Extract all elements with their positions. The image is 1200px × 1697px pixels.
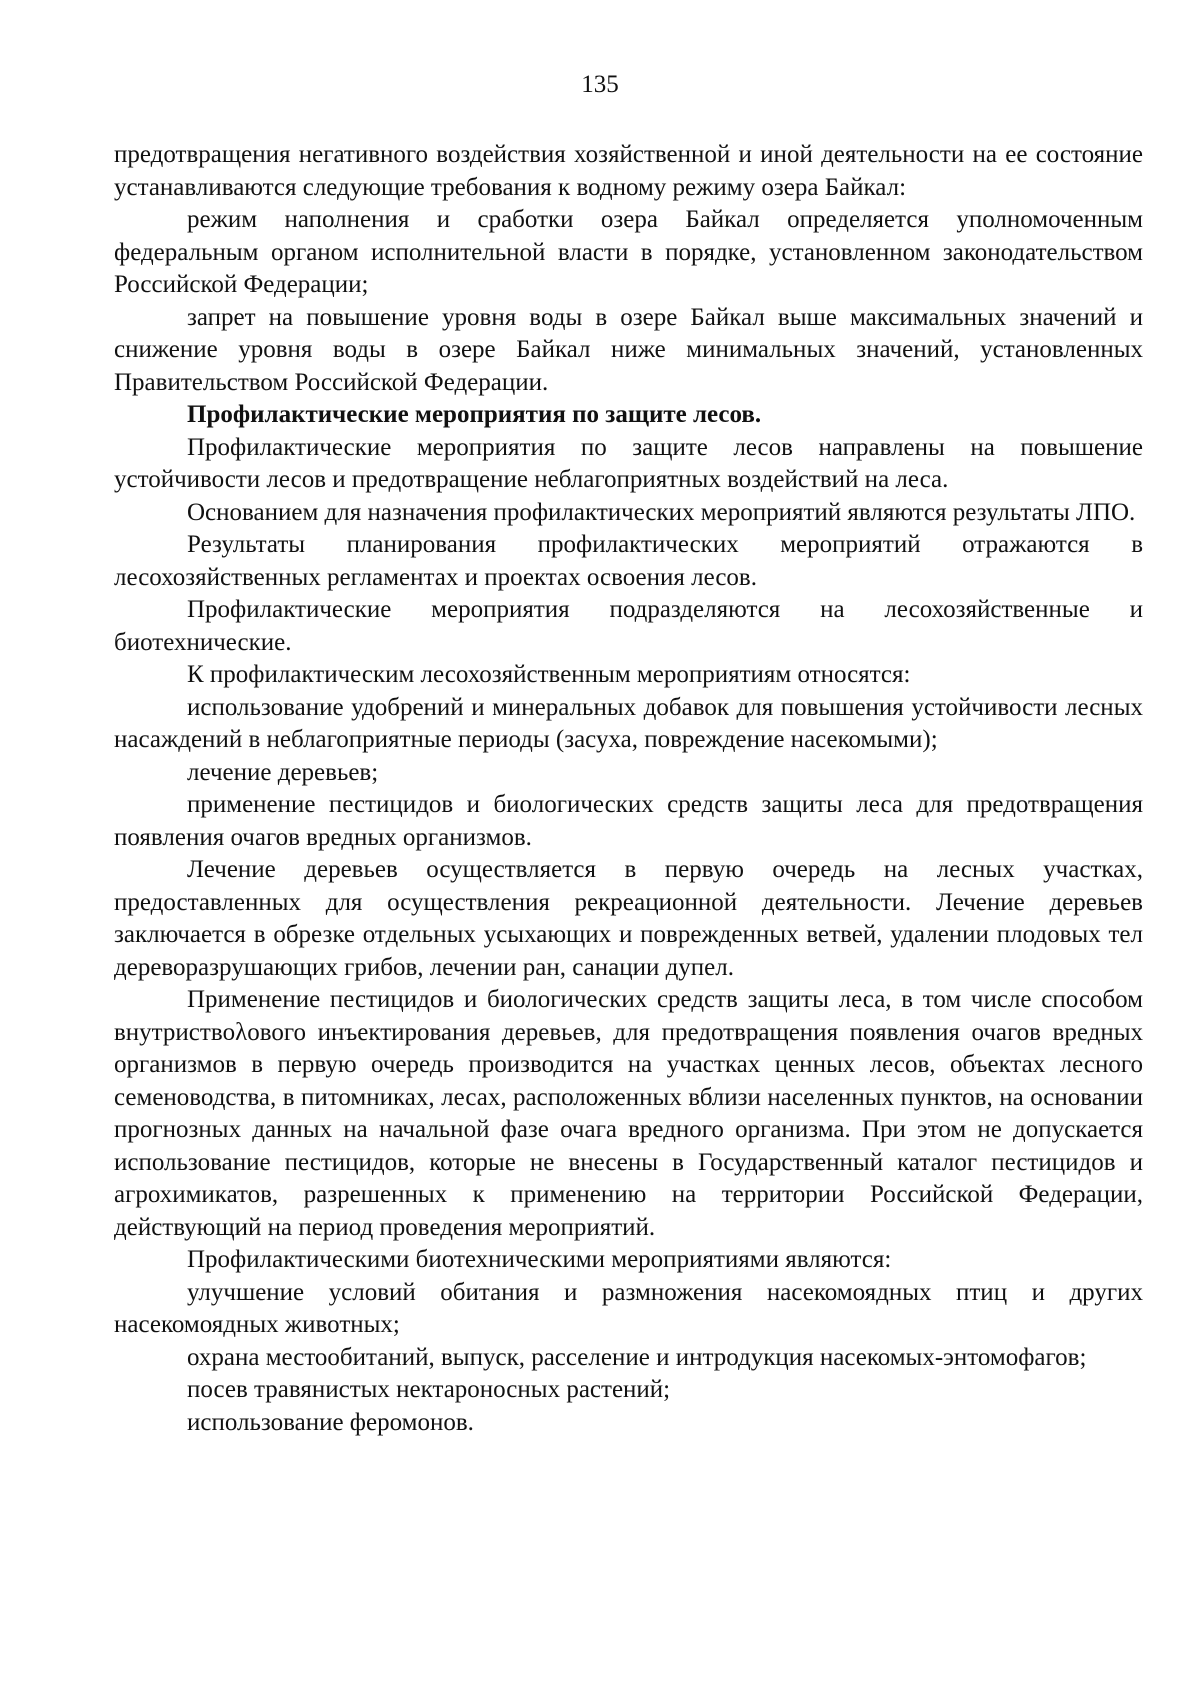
paragraph: Профилактические мероприятия по защите лесов направлены на повышение устойчивости лесов и предотвращение неблагоприятных воздействий на леса.: [114, 433, 1143, 493]
paragraph: Лечение деревьев осуществляется в первую очередь на лесных участках, предоставленных для осуществления рекреационной деятельности. Лечение деревьев заключается в обрезке отдельных усыхающих и поврежденных ветвей, удалении плодовых тел дереворазрушающих грибов, лечении ран, санации дупел.: [114, 856, 1143, 981]
section-heading: Профилактические мероприятия по защите лесов.: [187, 401, 762, 428]
list-item: использование удобрений и минеральных добавок для повышения устойчивости лесных насаждений в неблагоприятные периоды (засуха, повреждение насекомыми);: [114, 693, 1143, 753]
list-item: улучшение условий обитания и размножения насекомоядных птиц и других насекомоядных животных;: [114, 1278, 1143, 1338]
list-item: посев травянистых нектароносных растений;: [187, 1376, 671, 1403]
paragraph: запрет на повышение уровня воды в озере Байкал выше максимальных значений и снижение уровня воды в озере Байкал ниже минимальных значений, установленных Правительством Российской Федерации.: [114, 303, 1143, 396]
paragraph: Применение пестицидов и биологических средств защиты леса, в том числе способом внутриствολового инъектирования деревьев, для предотвращения появления очагов вредных организмов в первую очередь производится на участках ценных лесов, объектах лесного семеноводства, в питомниках, лесах, расположенных вблизи населенных пунктов, на основании прогнозных данных на начальной фазе очага вредного организма. При этом не допускается использование пестицидов, которые не внесены в Государственный каталог пестицидов и агрохимикатов, разрешенных к применению на территории Российской Федерации, действующий на период проведения мероприятий.: [114, 986, 1143, 1241]
page-body: [114, 139, 1143, 1439]
list-item: охрана местообитаний, выпуск, расселение и интродукция насекомых-энтомофагов;: [187, 1343, 1087, 1371]
paragraph: Профилактические мероприятия подразделяются на лесохозяйственные и биотехнические.: [114, 596, 1143, 656]
list-item: использование феромонов.: [187, 1408, 474, 1436]
paragraph-continuation: предотвращения негативного воздействия хозяйственной и иной деятельности на ее состояние устанавливаются следующие требования к водному режиму озера Байкал:: [114, 141, 1143, 201]
page-number: 135: [581, 71, 619, 98]
paragraph: режим наполнения и сработки озера Байкал определяется уполномоченным федеральным органом исполнительной власти в порядке, установленном законодательством Российской Федерации;: [114, 206, 1143, 298]
paragraph: Основанием для назначения профилактических мероприятий являются результаты ЛПО.: [187, 498, 1136, 526]
paragraph: К профилактическим лесохозяйственным мероприятиям относятся:: [187, 661, 911, 688]
paragraph: Профилактическими биотехническими мероприятиями являются:: [187, 1246, 892, 1273]
list-item: лечение деревьев;: [187, 758, 379, 786]
list-item: применение пестицидов и биологических средств защиты леса для предотвращения появления очагов вредных организмов.: [114, 791, 1143, 851]
paragraph: Результаты планирования профилактических мероприятий отражаются в лесохозяйственных регламентах и проектах освоения лесов.: [114, 531, 1143, 591]
